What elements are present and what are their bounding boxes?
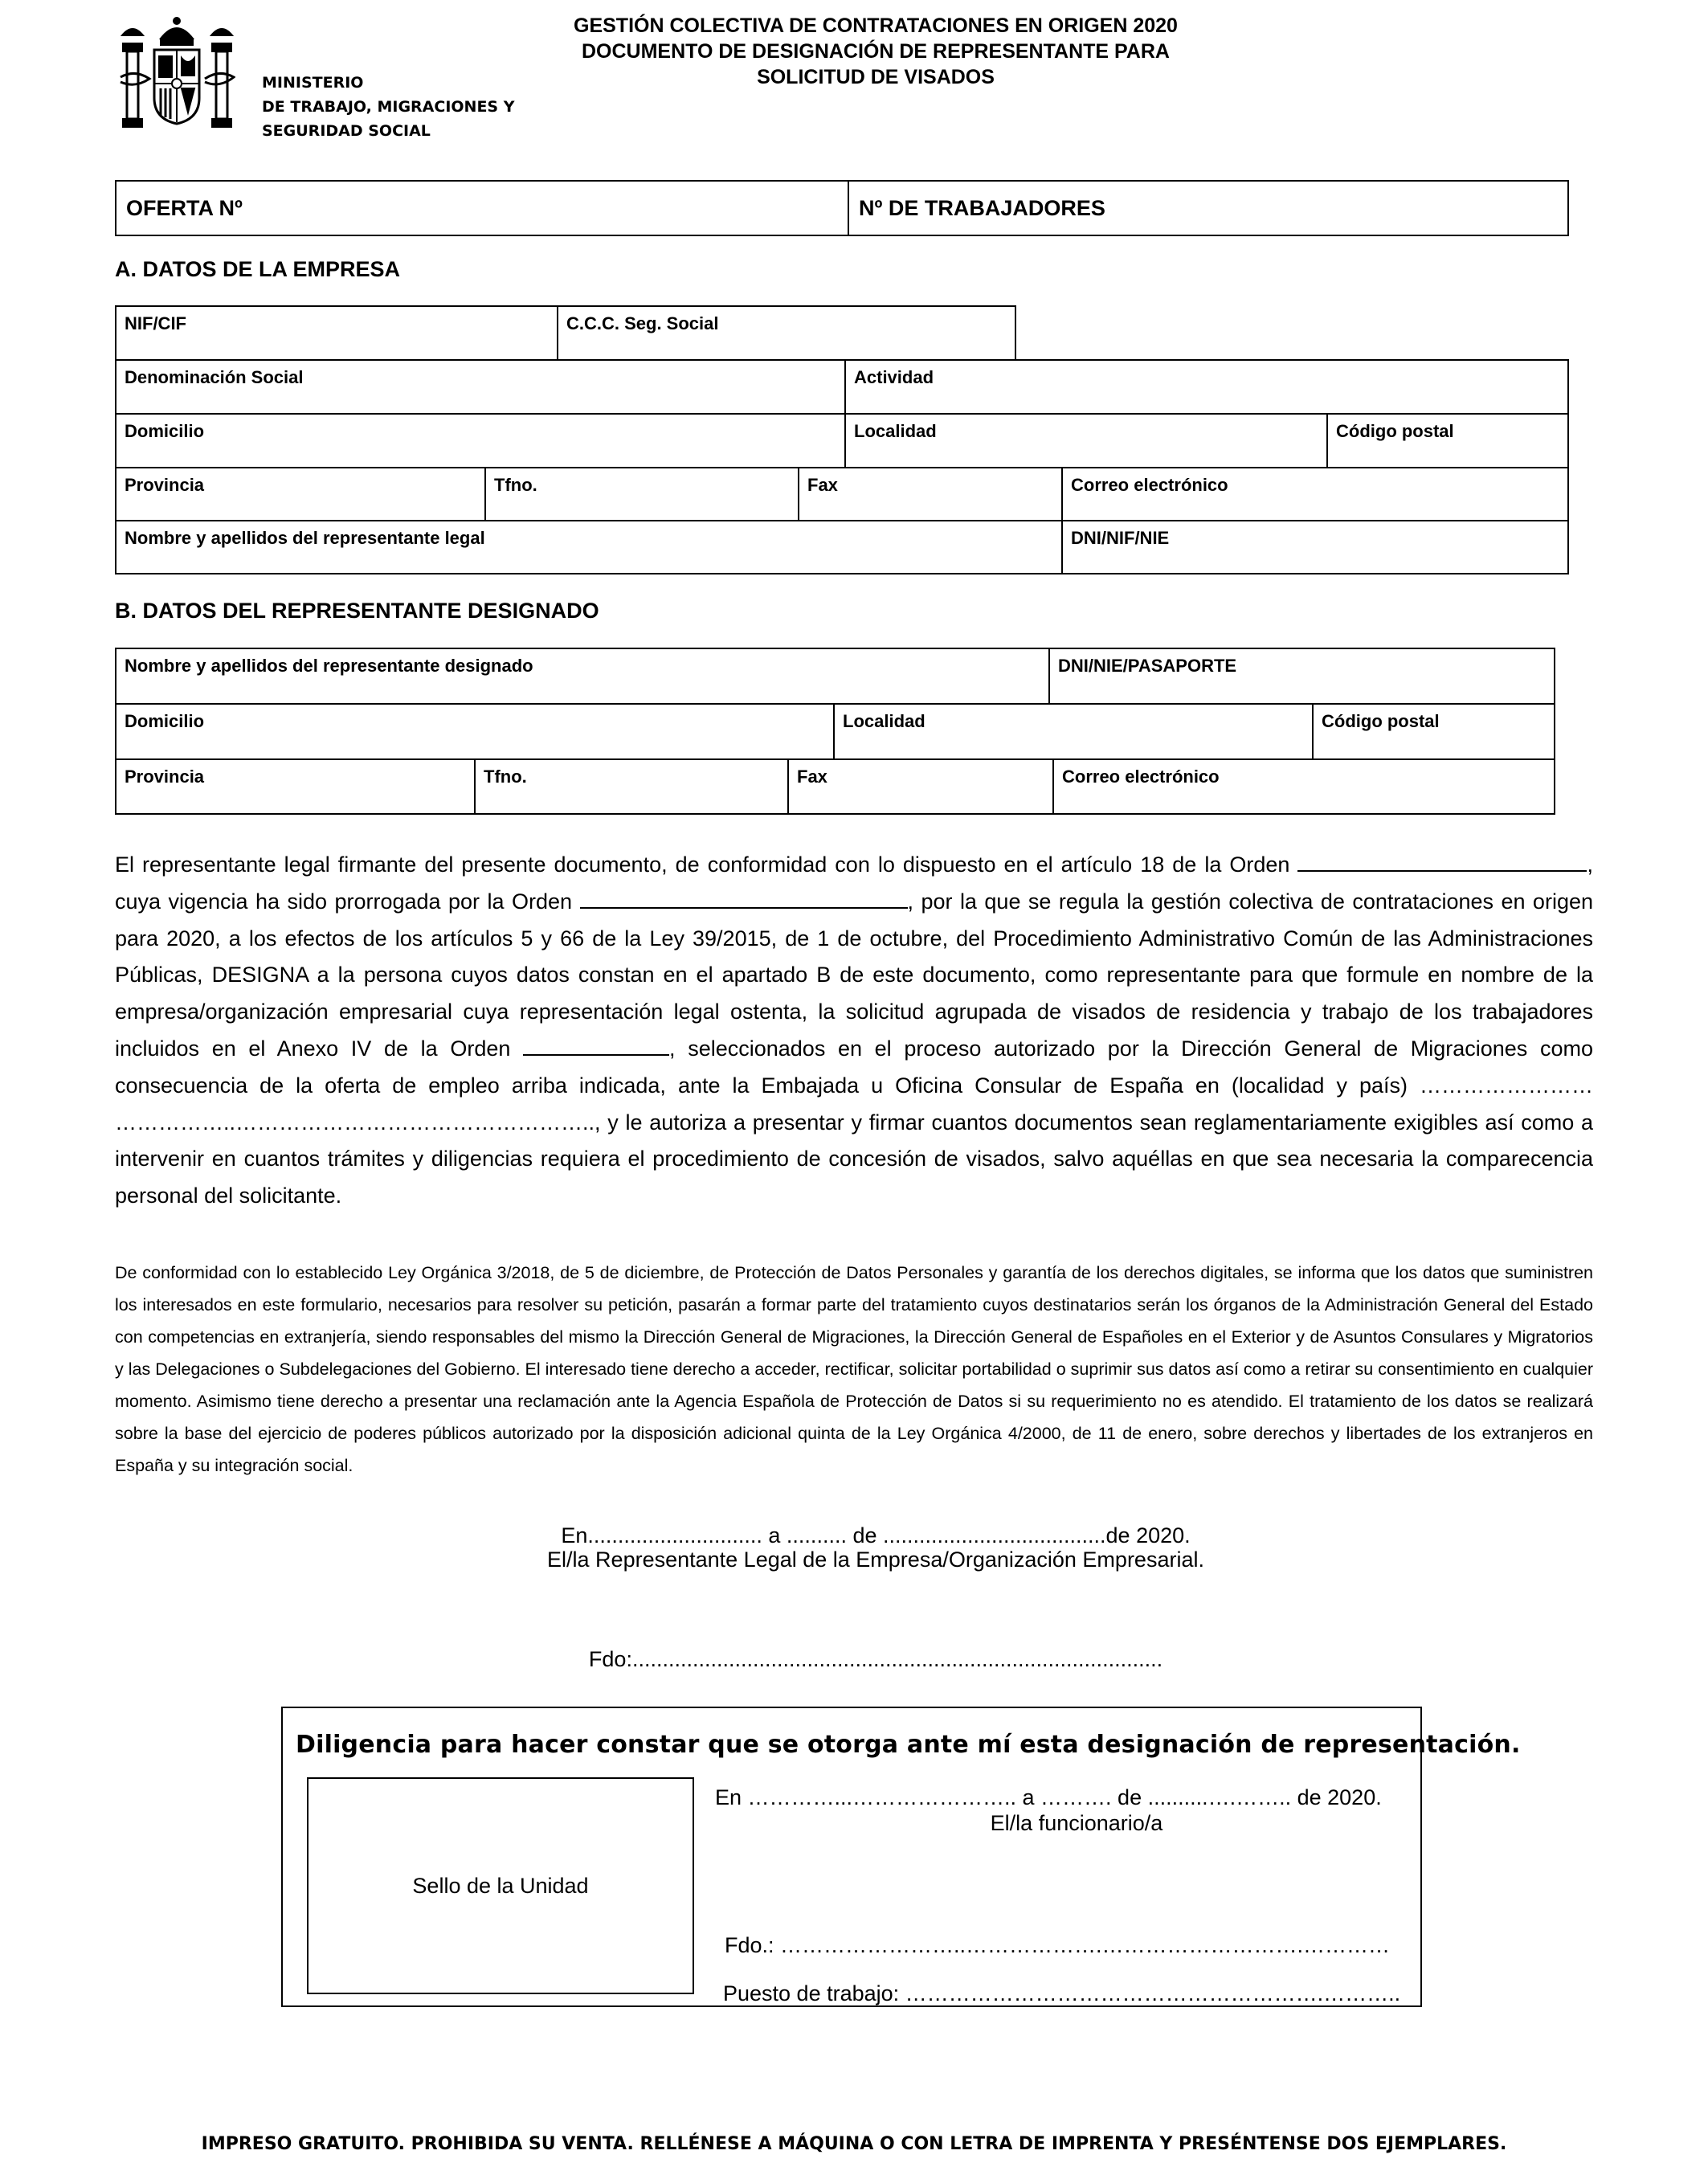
diligencia-role: El/la funcionario/a: [990, 1811, 1163, 1835]
designee-dni-field[interactable]: DNI/NIE/PASAPORTE: [1049, 648, 1555, 704]
paragraph-part: , cuya vigencia ha sido prorrogada por la Orden: [115, 852, 1593, 914]
privacy-notice: De conformidad con lo establecido Ley Orgánica 3/2018, de 5 de diciembre, de Protección de Datos Personales y garantía de los derechos digitales, se informa que los datos que suministren los interesados en este formulario, necesarios para resolver su petición, pasarán a formar parte del tratamiento cuyos destinatarios serán los órganos de la Administración General del Estado con competencias en extranjería, siendo responsables del mismo la Dirección General de Migraciones, la Dirección General de Españoles en el Exterior y de Asuntos Consulares y Migratorios y las Delegaciones o Subdelegaciones del Gobierno. El interesado tiene derecho a acceder, rectificar, solicitar portabilidad o suprimir sus datos así como a retirar su consentimiento en cualquier momento. Asimismo tiene derecho a presentar una reclamación ante la Agencia Española de Protección de Datos si su requerimiento no es atendido. El tratamiento de los datos se realizará sobre la base del ejercicio de poderes públicos autorizado por la disposición adicional quinta de la Ley Orgánica 4/2000, de 11 de enero, sobre derechos y libertades de los extranjeros en España y su integración social.: [115, 1263, 1593, 1475]
designee-address-table: [115, 703, 1555, 760]
diligencia-place-date: En …………...………………….. a ………. de ..........….…….. de 2020.: [715, 1785, 1382, 1809]
designee-correo-field[interactable]: Correo electrónico: [1053, 759, 1555, 814]
designee-codigo-postal-field[interactable]: Código postal: [1313, 704, 1555, 759]
correo-field[interactable]: Correo electrónico: [1062, 468, 1568, 521]
designee-name-field[interactable]: Nombre y apellidos del representante designado: [116, 648, 1049, 704]
codigo-postal-field[interactable]: Código postal: [1327, 414, 1568, 468]
anexo-orden-blank-field[interactable]: [523, 1036, 669, 1056]
offer-table: [115, 180, 1569, 236]
diligencia-title: Diligencia para hacer constar que se otorga ante mí esta designación de representación.: [296, 1731, 1521, 1759]
paragraph-part: El representante legal firmante del presente documento, de conformidad con lo dispuesto en el artículo 18 de la Orden: [115, 852, 1290, 877]
nif-field[interactable]: NIF/CIF: [116, 306, 558, 360]
paragraph-part: , por la que se regula la gestión colectiva de contrataciones en origen para 2020, a los efectos de los artículos 5 y 66 de la Ley 39/2015, de 1 de octubre, del Procedimiento Administrativo Común de las Administraciones Públicas, DESIGNA a la persona cuyos datos constan en el apartado B de este documento, como representante para que formule en nombre de la empresa/organización empresarial cuya representación legal ostenta, la solicitud agrupada de visados de residencia y trabajo de los trabajadores incluidos en el Anexo IV de la Orden: [115, 889, 1593, 1061]
provincia-field[interactable]: Provincia: [116, 468, 485, 521]
signature-place-date: En............................. a .......... de .....................................de 2020.: [561, 1523, 1191, 1548]
company-address-table: [115, 413, 1569, 468]
tfno-field[interactable]: Tfno.: [485, 468, 799, 521]
paragraph-part: , seleccionados en el proceso autorizado por la Dirección General de Migraciones como consecuencia de la oferta de empleo arriba indicada, ante la Embajada u Oficina Consular de España en (localidad y país) …………………… ……………..………………………………………….., y le autoriza a presentar y firmar cuantos documentos sean reglamentariamente exigibles así como a intervenir en cuantos trámites y diligencias requiera el procedimiento de concesión de visados, salvo aquéllas en que sea necesaria la comparecencia personal del solicitante.: [115, 1036, 1593, 1208]
legal-rep-table: [115, 520, 1569, 574]
domicilio-field[interactable]: Domicilio: [116, 414, 845, 468]
title-line: GESTIÓN COLECTIVA DE CONTRATACIONES EN ORIGEN 2020: [574, 14, 1178, 37]
designation-paragraph: [115, 847, 1593, 1215]
fax-field[interactable]: Fax: [799, 468, 1062, 521]
company-name-table: [115, 359, 1569, 415]
ministry-line: MINISTERIO: [262, 74, 364, 92]
orden-prorroga-blank-field[interactable]: [580, 889, 908, 909]
designee-domicilio-field[interactable]: Domicilio: [116, 704, 834, 759]
offer-number-field[interactable]: OFERTA Nº: [116, 181, 848, 235]
coat-of-arms-icon: [119, 14, 235, 135]
company-contact-table: [115, 467, 1569, 521]
footer-notice: IMPRESO GRATUITO. PROHIBIDA SU VENTA. RELLÉNESE A MÁQUINA O CON LETRA DE IMPRENTA Y PRESÉNTENSE DOS EJEMPLARES.: [201, 2134, 1507, 2154]
designee-fax-field[interactable]: Fax: [788, 759, 1053, 814]
designee-provincia-field[interactable]: Provincia: [116, 759, 475, 814]
sello-box: [307, 1777, 694, 1994]
title-line: DOCUMENTO DE DESIGNACIÓN DE REPRESENTANTE PARA: [581, 40, 1170, 63]
workers-number-field[interactable]: Nº DE TRABAJADORES: [848, 181, 1568, 235]
localidad-field[interactable]: Localidad: [845, 414, 1327, 468]
signature-role: El/la Representante Legal de la Empresa/Organización Empresarial.: [547, 1548, 1204, 1572]
actividad-field[interactable]: Actividad: [845, 360, 1568, 414]
representante-legal-field[interactable]: Nombre y apellidos del representante legal: [116, 521, 1062, 574]
designee-tfno-field[interactable]: Tfno.: [475, 759, 788, 814]
document-title: [450, 13, 1301, 90]
ministry-line: DE TRABAJO, MIGRACIONES Y: [262, 98, 515, 116]
dni-field[interactable]: DNI/NIF/NIE: [1062, 521, 1568, 574]
denominacion-field[interactable]: Denominación Social: [116, 360, 845, 414]
ccc-field[interactable]: C.C.C. Seg. Social: [558, 306, 1015, 360]
diligencia-fdo: Fdo.: ……………………..……………….……………………….…………: [725, 1933, 1391, 1957]
designee-contact-table: [115, 758, 1555, 815]
company-id-table: [115, 305, 1016, 361]
signature-fdo: Fdo:........................................................................................: [588, 1647, 1163, 1671]
designee-localidad-field[interactable]: Localidad: [834, 704, 1313, 759]
designee-name-table: [115, 648, 1555, 705]
section-b-title: B. DATOS DEL REPRESENTANTE DESIGNADO: [115, 599, 599, 623]
section-a-title: A. DATOS DE LA EMPRESA: [115, 257, 401, 281]
sello-label: Sello de la Unidad: [412, 1873, 589, 1898]
signature-block: [450, 1523, 1301, 1572]
ministry-line: SEGURIDAD SOCIAL: [262, 122, 431, 140]
orden-blank-field[interactable]: [1297, 852, 1587, 872]
diligencia-puesto: Puesto de trabajo: ………………………………………………….………..: [723, 1981, 1401, 2005]
title-line: SOLICITUD DE VISADOS: [757, 66, 995, 88]
